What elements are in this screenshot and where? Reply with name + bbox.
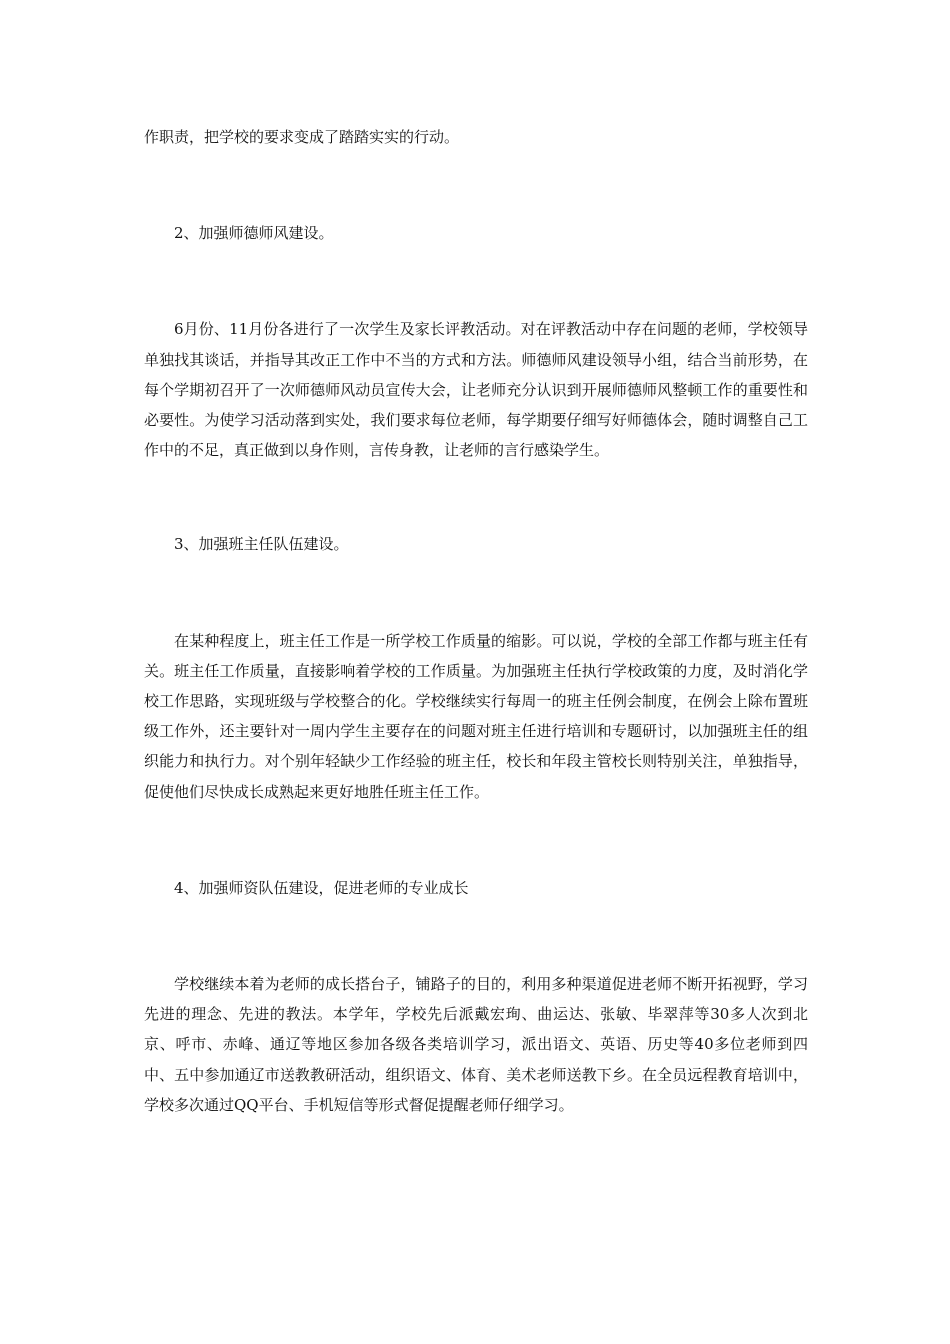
- section-heading-2: 2、加强师德师风建设。: [174, 224, 334, 243]
- paragraph-class-teachers: 在某种程度上，班主任工作是一所学校工作质量的缩影。可以说，学校的全部工作都与班主任有关。班主任工作质量，直接影响着学校的工作质量。为加强班主任执行学校政策的力度，及时消化学校工作思路，实现班级与学校整合的化。学校继续实行每周一的班主任例会制度，在例会上除布置班级工作外，还主要针对一周内学生主要存在的问题对班主任进行培训和专题研讨，以加强班主任的组织能力和执行力。对个别年轻缺少工作经验的班主任，校长和年段主管校长则特别关注，单独指导，促使他们尽快成长成熟起来更好地胜任班主任工作。: [144, 631, 808, 801]
- paragraph-teacher-ethics: 6月份、11月份各进行了一次学生及家长评教活动。对在评教活动中存在问题的老师，学校领导单独找其谈话，并指导其改正工作中不当的方式和方法。师德师风建设领导小组，结合当前形势，在每个学期初召开了一次师德师风动员宣传大会，让老师充分认识到开展师德师风整顿工作的重要性和必要性。为使学习活动落到实处，我们要求每位老师，每学期要仔细写好师德体会，随时调整自己工作中的不足，真正做到以身作则，言传身教，让老师的言行感染学生。: [144, 320, 808, 460]
- document-body: [144, 122, 808, 1120]
- section-heading-4: 4、加强师资队伍建设，促进老师的专业成长: [174, 878, 469, 897]
- paragraph-continuation: 作职责，把学校的要求变成了踏踏实实的行动。: [144, 128, 460, 146]
- paragraph-teacher-training: 学校继续本着为老师的成长搭台子，铺路子的目的，利用多种渠道促进老师不断开拓视野，学习先进的理念、先进的教法。本学年，学校先后派戴宏珣、曲运达、张敏、毕翠萍等30多人次到北京、呼市、赤峰、通辽等地区参加各级各类培训学习，派出语文、英语、历史等40多位老师到四中、五中参加通辽市送教教研活动，组织语文、体育、美术老师送教下乡。在全员远程教育培训中，学校多次通过QQ平台、手机短信等形式督促提醒老师仔细学习。: [144, 975, 808, 1114]
- section-heading-3: 3、加强班主任队伍建设。: [174, 535, 349, 554]
